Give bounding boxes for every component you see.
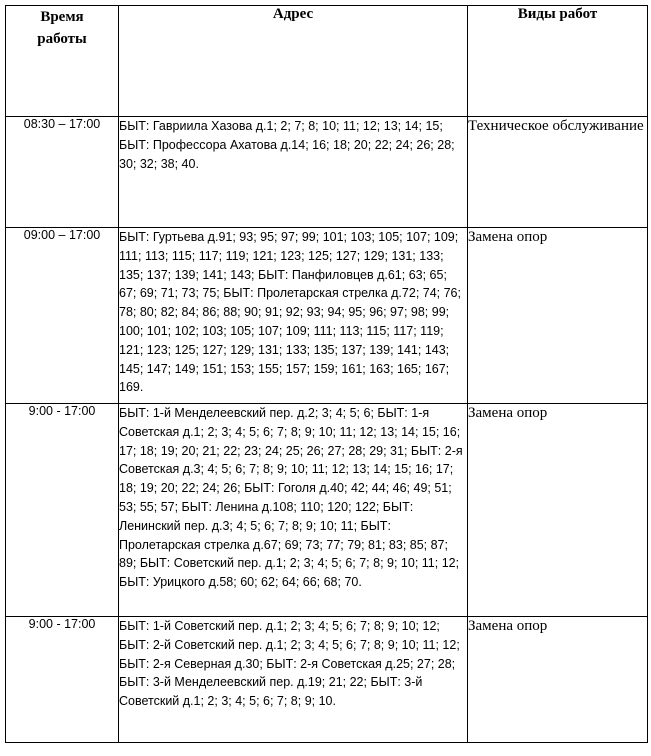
table-row bbox=[6, 228, 648, 404]
table-row bbox=[6, 117, 648, 228]
row-work-type: Замена опор bbox=[468, 404, 648, 617]
row-work-type: Замена опор bbox=[468, 617, 648, 743]
row-time: 9:00 - 17:00 bbox=[6, 617, 119, 743]
header-work-time bbox=[6, 6, 119, 117]
row-address: БЫТ: Гавриила Хазова д.1; 2; 7; 8; 10; 11; 12; 13; 14; 15; БЫТ: Профессора Ахатова д.14; 16; 18; 20; 22; 24; 26; 28; 30; 32; 38; 40. bbox=[119, 117, 468, 228]
row-address: БЫТ: 1-й Менделеевский пер. д.2; 3; 4; 5; 6; БЫТ: 1-я Советская д.1; 2; 3; 4; 5; 6; 7; 8; 9; 10; 11; 12; 13; 14; 15; 16; 17; 18; 19; 20; 21; 22; 23; 24; 25; 26; 27; 28; 29; 31; БЫТ: 2-я Советская д.3; 4; 5; 6; 7; 8; 9; 10; 11; 12; 13; 14; 15; 16; 17; 18; 19; 20; 22; 24; 26; БЫТ: Гоголя д.40; 42; 44; 46; 49; 51; 53; 55; 57; БЫТ: Ленина д.108; 110; 120; 122; БЫТ: Ленинский пер. д.3; 4; 5; 6; 7; 8; 9; 10; 11; БЫТ: Пролетарская стрелка д.67; 69; 73; 77; 79; 81; 83; 85; 87; 89; БЫТ: Советский пер. д.1; 2; 3; 4; 5; 6; 7; 8; 9; 10; 11; 12; БЫТ: Урицкого д.58; 60; 62; 64; 66; 68; 70. bbox=[119, 404, 468, 617]
row-work-type: Техническое обслуживание bbox=[468, 117, 648, 228]
row-time: 9:00 - 17:00 bbox=[6, 404, 119, 617]
table-row bbox=[6, 404, 648, 617]
outage-schedule-table bbox=[5, 5, 648, 743]
row-address: БЫТ: Гуртьева д.91; 93; 95; 97; 99; 101; 103; 105; 107; 109; 111; 113; 115; 117; 119; 121; 123; 125; 127; 129; 131; 133; 135; 137; 139; 141; 143; БЫТ: Панфиловцев д.61; 63; 65; 67; 69; 71; 73; 75; БЫТ: Пролетарская стрелка д.72; 74; 76; 78; 80; 82; 84; 86; 88; 90; 91; 92; 93; 94; 95; 96; 97; 98; 99; 100; 101; 102; 103; 105; 107; 109; 111; 113; 115; 117; 119; 121; 123; 125; 127; 129; 131; 133; 135; 137; 139; 141; 143; 145; 147; 149; 151; 153; 155; 157; 159; 161; 163; 165; 167; 169. bbox=[119, 228, 468, 404]
row-time: 09:00 – 17:00 bbox=[6, 228, 119, 404]
header-row bbox=[6, 6, 648, 117]
header-work-time-line1: Время bbox=[40, 9, 84, 25]
header-work-type: Виды работ bbox=[468, 6, 648, 117]
row-time: 08:30 – 17:00 bbox=[6, 117, 119, 228]
header-address: Адрес bbox=[119, 6, 468, 117]
row-address: БЫТ: 1-й Советский пер. д.1; 2; 3; 4; 5; 6; 7; 8; 9; 10; 12; БЫТ: 2-й Советский пер. д.1; 2; 3; 4; 5; 6; 7; 8; 9; 10; 11; 12; БЫТ: 2-я Северная д.30; БЫТ: 2-я Советская д.25; 27; 28; БЫТ: 3-й Менделеевский пер. д.19; 21; 22; БЫТ: 3-й Советский д.1; 2; 3; 4; 5; 6; 7; 8; 9; 10. bbox=[119, 617, 468, 743]
table-row bbox=[6, 617, 648, 743]
row-work-type: Замена опор bbox=[468, 228, 648, 404]
header-work-time-line2: работы bbox=[37, 31, 87, 47]
